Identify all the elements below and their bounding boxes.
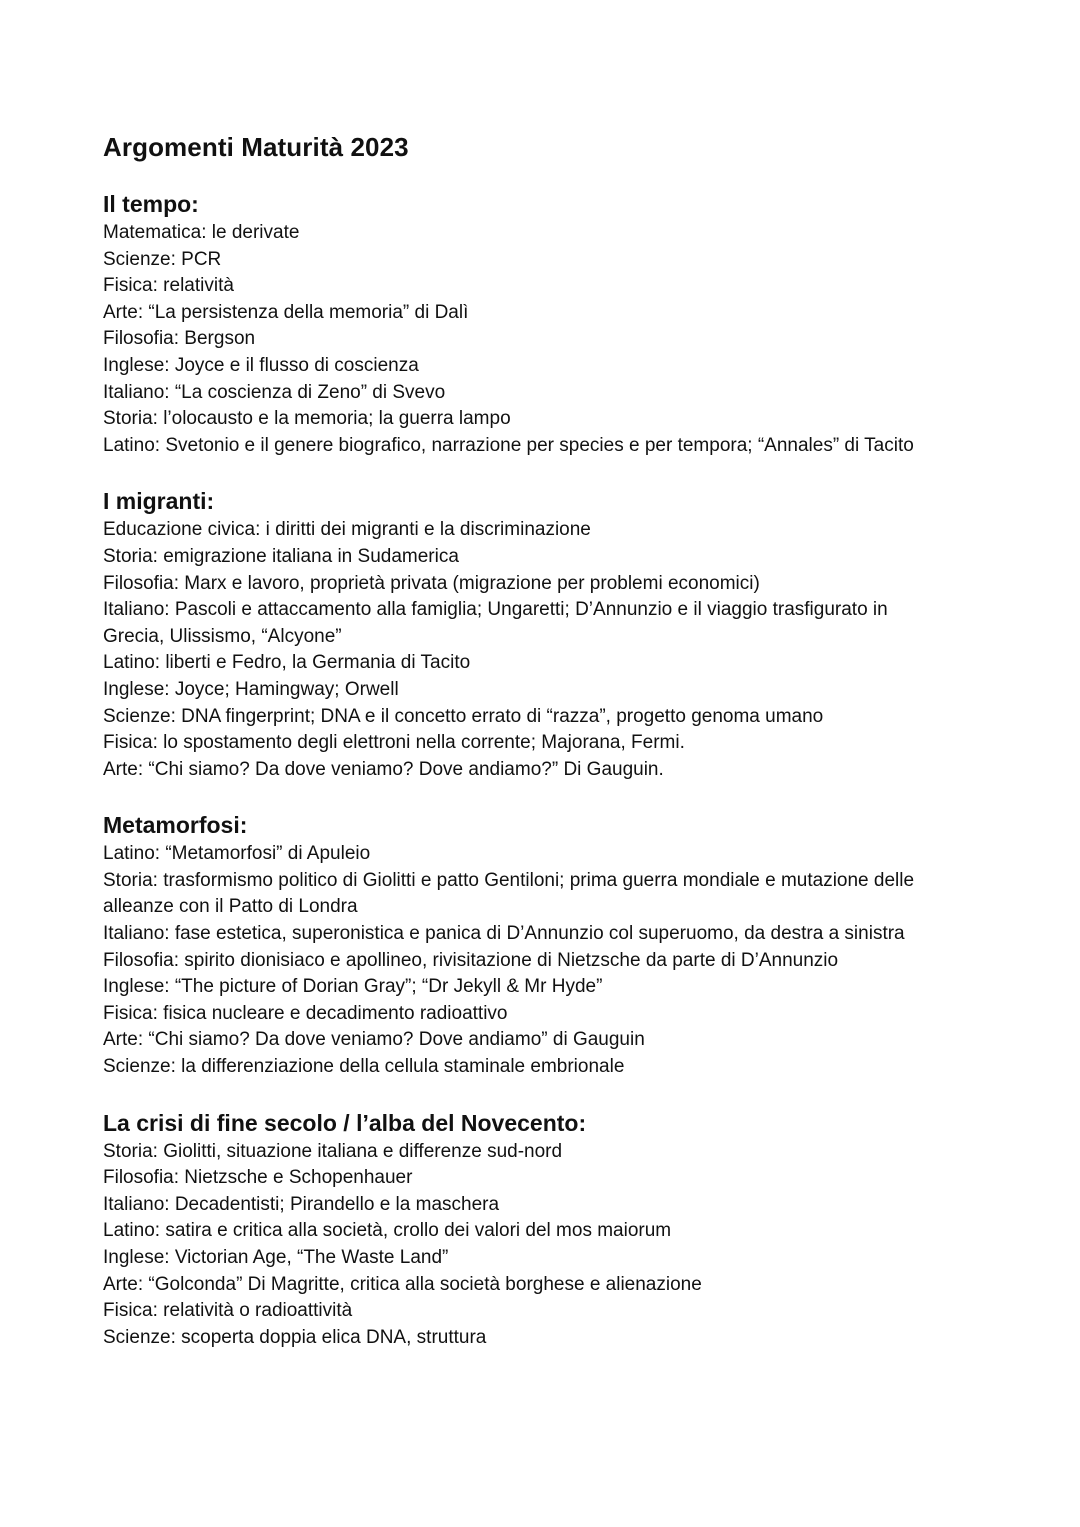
topic-line: Filosofia: Nietzsche e Schopenhauer <box>103 1167 413 1189</box>
section-lines <box>103 220 1003 459</box>
section-title: La crisi di fine secolo / l’alba del Novecento: <box>103 1109 587 1136</box>
section-title: Il tempo: <box>103 191 199 217</box>
topic-line: Scienze: la differenziazione della cellula staminale embrionale <box>103 1056 625 1078</box>
topic-line: Inglese: Victorian Age, “The Waste Land” <box>103 1247 449 1268</box>
topic-line: Fisica: relatività o radioattività <box>103 1300 353 1322</box>
topic-line: Scienze: PCR <box>103 248 222 270</box>
topic-line: Storia: emigrazione italiana in Sudamerica <box>103 545 459 567</box>
topic-line: Grecia, Ulissismo, “Alcyone” <box>103 625 342 647</box>
topic-line: Storia: trasformismo politico di Giolitti e patto Gentiloni; prima guerra mondiale e mutazione delle <box>103 869 915 891</box>
topic-line: Italiano: Decadentisti; Pirandello e la maschera <box>103 1193 500 1215</box>
topic-line: Italiano: “La coscienza di Zeno” di Svevo <box>103 381 446 403</box>
topic-line: Fisica: fisica nucleare e decadimento radioattivo <box>103 1002 508 1024</box>
topic-line: Fisica: relatività <box>103 275 234 297</box>
topic-line: Filosofia: spirito dionisiaco e apollineo, rivisitazione di Nietzsche da parte di D’Annunzio <box>103 949 839 971</box>
document-page <box>103 128 1003 1377</box>
topic-line: Arte: “La persistenza della memoria” di Dalì <box>103 301 469 323</box>
topic-line: Scienze: scoperta doppia elica DNA, struttura <box>103 1326 487 1348</box>
topic-line: Latino: satira e critica alla società, crollo dei valori del mos maiorum <box>103 1220 672 1242</box>
topic-line: Storia: Giolitti, situazione italiana e differenze sud-nord <box>103 1140 563 1162</box>
topic-line: Inglese: “The picture of Dorian Gray”; “Dr Jekyll & Mr Hyde” <box>103 976 603 998</box>
topic-line: Latino: Svetonio e il genere biografico, narrazione per species e per tempora; “Annales” di Tacito <box>103 434 914 456</box>
section-lines <box>103 517 1003 783</box>
topic-line: alleanze con il Patto di Londra <box>103 896 358 918</box>
section-title: Metamorfosi: <box>103 812 248 839</box>
topic-line: Fisica: lo spostamento degli elettroni nella corrente; Majorana, Fermi. <box>103 732 685 754</box>
topic-line: Italiano: Pascoli e attaccamento alla famiglia; Ungaretti; D’Annunzio e il viaggio trasfigurato in <box>103 599 888 621</box>
section-title: I migranti: <box>103 488 215 515</box>
topic-line: Filosofia: Bergson <box>103 328 256 350</box>
topic-line: Educazione civica: i diritti dei migranti e la discriminazione <box>103 519 591 541</box>
section-crisi-fine-secolo <box>103 1107 1003 1352</box>
topic-line: Latino: “Metamorfosi” di Apuleio <box>103 843 371 865</box>
topic-line: Italiano: fase estetica, superonistica e panica di D’Annunzio col superuomo, da destra a sinistra <box>103 923 905 945</box>
section-metamorfosi <box>103 809 1003 1080</box>
document-title: Argomenti Maturità 2023 <box>103 132 409 162</box>
topic-line: Arte: “Chi siamo? Da dove veniamo? Dove andiamo?” Di Gauguin. <box>103 758 664 780</box>
topic-line: Inglese: Joyce; Hamingway; Orwell <box>103 678 399 700</box>
section-lines <box>103 841 1003 1080</box>
topic-line: Inglese: Joyce e il flusso di coscienza <box>103 354 419 376</box>
section-i-migranti <box>103 485 1003 783</box>
section-il-tempo <box>103 188 1003 459</box>
topic-line: Storia: l’olocausto e la memoria; la guerra lampo <box>103 408 511 430</box>
topic-line: Filosofia: Marx e lavoro, proprietà privata (migrazione per problemi economici) <box>103 572 760 594</box>
topic-line: Arte: “Chi siamo? Da dove veniamo? Dove andiamo” di Gauguin <box>103 1029 645 1051</box>
topic-line: Latino: liberti e Fedro, la Germania di Tacito <box>103 652 471 674</box>
topic-line: Scienze: DNA fingerprint; DNA e il concetto errato di “razza”, progetto genoma umano <box>103 705 824 727</box>
section-lines <box>103 1139 1003 1352</box>
topic-line: Matematica: le derivate <box>103 222 300 243</box>
topic-line: Arte: “Golconda” Di Magritte, critica alla società borghese e alienazione <box>103 1273 702 1295</box>
